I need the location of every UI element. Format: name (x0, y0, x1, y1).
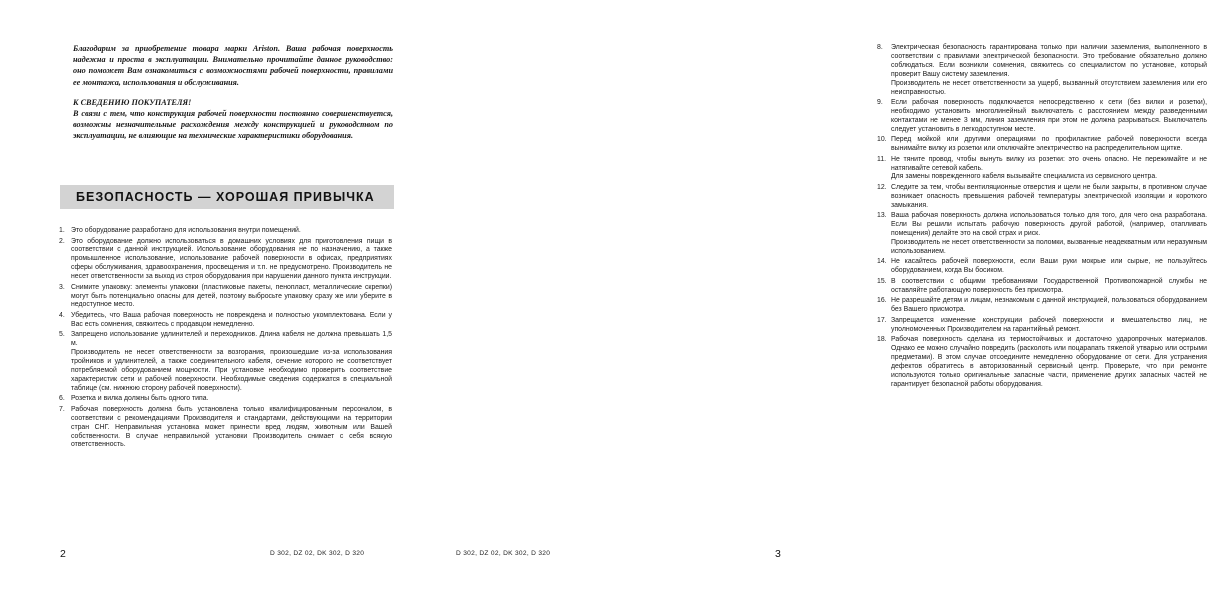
item-text: Розетка и вилка должны быть одного типа. (71, 395, 209, 403)
item-number: 16. (877, 297, 887, 305)
safety-item (877, 317, 1207, 335)
page-left (0, 0, 421, 595)
item-text: Рабочая поверхность должна быть установлена только квалифицированным персоналом, в соответствии с рекомендациями Производителя и стандартами, действующими на территории стран СНГ. Неправильная установка может принести вред людям, животным или Вашей собственности. В случае неправильной установки Производитель снимает с себя всякую ответственность. (71, 405, 392, 449)
safety-item (877, 156, 1207, 183)
item-text: Электрическая безопасность гарантирована только при наличии заземления, выполненного в соответствии с правилами электрической безопасности. Это требование обязательно должно соблюдаться. Если возникли сомнения, свяжитесь со специалистом по установке, который проверит Вашу систему заземления. (891, 44, 1207, 78)
item-number: 9. (877, 99, 883, 107)
safety-item (877, 99, 1207, 135)
item-text: В соответствии с общими требованиями Государственной Противопожарной службы не оставляйте работающую поверхность без присмотра. (891, 277, 1207, 294)
item-number: 14. (877, 258, 887, 266)
page-number-left: 2 (60, 548, 66, 560)
item-number: 6. (59, 395, 65, 403)
item-text: Ваша рабочая поверхность должна использоваться только для того, для чего она разработана. Если Вы решили испытать рабочую поверхность другой работой, (например, отапливать помещения) делайте это на свой страх и риск. (891, 212, 1207, 238)
item-number: 10. (877, 136, 887, 144)
item-text: Производитель не несет ответственности за ущерб, вызванный отсутствием заземления или его неисправностью. (891, 79, 1207, 96)
safety-list-left (59, 227, 392, 452)
item-number: 13. (877, 212, 887, 220)
safety-item (877, 212, 1207, 257)
item-text: Следите за тем, чтобы вентиляционные отверстия и щели не были закрыты, в противном случае возникает опасность превышения рабочей температуры электрической изоляции и короткого замыкания. (891, 183, 1207, 209)
item-number: 18. (877, 336, 887, 344)
intro-block (73, 43, 393, 142)
item-text: Для замены поврежденного кабеля вызывайте специалиста из сервисного центра. (891, 173, 1158, 181)
item-text: Не касайтесь рабочей поверхности, если Ваши руки мокрые или сырые, не пользуйтесь оборудованием, когда Вы босиком. (891, 258, 1207, 275)
item-text: Если рабочая поверхность подключается непосредственно к сети (без вилки и розетки), необходимо установить многолинейный выключатель с расстоянием между разведенными контактами не менее 3 мм, линия заземления при этом не должна разрываться. Выключатель следует установить в легкодоступном месте. (891, 99, 1207, 133)
page-right (421, 0, 1207, 595)
item-number: 8. (877, 44, 883, 51)
item-text: Не разрешайте детям и лицам, незнакомым с данной инструкцией, пользоваться оборудованием без Вашего присмотра. (891, 297, 1207, 314)
safety-item (877, 258, 1207, 276)
page-number-right: 3 (775, 548, 781, 560)
safety-item (59, 312, 392, 330)
item-number: 12. (877, 183, 887, 191)
item-number: 4. (59, 311, 65, 319)
safety-item (877, 336, 1207, 389)
safety-item (877, 136, 1207, 154)
safety-item (59, 238, 392, 283)
item-number: 7. (59, 405, 65, 413)
safety-item (59, 395, 392, 404)
item-text: Это оборудование должно использоваться в домашних условиях для приготовления пищи в соответствии с данной инструкцией. Использование оборудования не по назначению, а также промышленное использование, использование рабочей поверхности в офисах, предприятиях сферы обслуживания, здравоохранения, просвещения и т.п. не предусмотрено. Производитель не несет ответственности за выход из строя оборудования при нарушении данного пункта инструкции. (71, 237, 392, 281)
item-text: Перед мойкой или другими операциями по профилактике рабочей поверхности всегда вынимайте вилку из розетки или отключайте электричество на распределительном щитке. (891, 136, 1207, 153)
item-text: Убедитесь, что Ваша рабочая поверхность не повреждена и полностью укомплектована. Если у Вас есть сомнения, свяжитесь с продавцом немедленно. (71, 311, 392, 328)
item-number: 3. (59, 283, 65, 291)
item-number: 1. (59, 227, 65, 234)
notice-heading: К СВЕДЕНИЮ ПОКУПАТЕЛЯ! (73, 97, 192, 107)
item-text: Рабочая поверхность сделана из термостойчивых и достаточно ударопрочных материалов. Однако ее можно случайно повредить (расколоть или поцарапать тяжелой утварью или острыми предметами). В этом случае отсоедините немедленно оборудование от сети. Для устранения дефектов обратитесь в авторизованный сервисный центр. Проверьте, что при ремонте используются только оригинальные запасные части, применение других запасных частей не гарантирует безопасной работы оборудования. (891, 336, 1207, 388)
safety-item (59, 406, 392, 451)
safety-item (59, 331, 392, 393)
intro-thanks: Благодарим за приобретение товара марки Ariston. Ваша рабочая поверхность надежна и проста в эксплуатации. Внимательно прочитайте данное руководство: оно поможет Вам ознакомиться с возможностями рабочей поверхности, правилами ее монтажа, использования и обслуживания. (73, 44, 393, 87)
item-number: 17. (877, 316, 887, 324)
safety-item (59, 227, 392, 236)
section-title: БЕЗОПАСНОСТЬ — ХОРОШАЯ ПРИВЫЧКА (76, 190, 375, 204)
item-text: Снимите упаковку: элементы упаковки (пластиковые пакеты, пенопласт, металлические скрепки) могут быть потенциально опасны для детей, поэтому выбросьте упаковку сразу же или уберите в недоступное место. (71, 283, 392, 309)
model-footer-left: D 302, DZ 02, DK 302, D 320 (270, 550, 365, 557)
item-text: Запрещается изменение конструкции рабочей поверхности и вмешательство лиц, не уполномоченных Производителем на гарантийный ремонт. (891, 316, 1207, 333)
notice-text: В связи с тем, что конструкция рабочей поверхности постоянно совершенствуется, возможны незначительные расхождения между конструкцией и руководством по эксплуатации, не влияющие на технические характеристики оборудования. (73, 109, 393, 141)
safety-item (877, 184, 1207, 211)
item-text: Запрещено использование удлинителей и переходников. Длина кабеля не должна превышать 1,5 м. (71, 331, 392, 348)
item-text: Производитель не несет ответственности за возгорания, произошедшие из-за использования тройников и удлинителей, а также соединительного кабеля, сечение которого не соответствует потребляемой оборудованием мощности. При установке необходимо проверить соответствие характеристик сети и рабочей поверхности. Необходимые сведения содержатся в специальной таблице (см. нижнюю сторону рабочей поверхности). (71, 349, 392, 392)
item-number: 2. (59, 237, 65, 245)
item-number: 5. (59, 331, 65, 339)
safety-item (877, 278, 1207, 296)
safety-item (59, 284, 392, 311)
model-footer-right: D 302, DZ 02, DK 302, D 320 (456, 550, 551, 557)
item-text: Это оборудование разработано для использования внутри помещений. (71, 227, 301, 234)
safety-list-right (877, 44, 1207, 391)
item-text: Не тяните провод, чтобы вынуть вилку из розетки: это очень опасно. Не пережимайте и не натягивайте сетевой кабель. (891, 155, 1207, 172)
item-number: 11. (877, 155, 887, 163)
item-number: 15. (877, 277, 887, 285)
item-text: Производитель не несет ответственности за поломки, вызванные неадекватным или неразумным использованием. (891, 239, 1207, 255)
safety-item (877, 44, 1207, 97)
safety-item (877, 297, 1207, 315)
section-banner (60, 185, 394, 209)
